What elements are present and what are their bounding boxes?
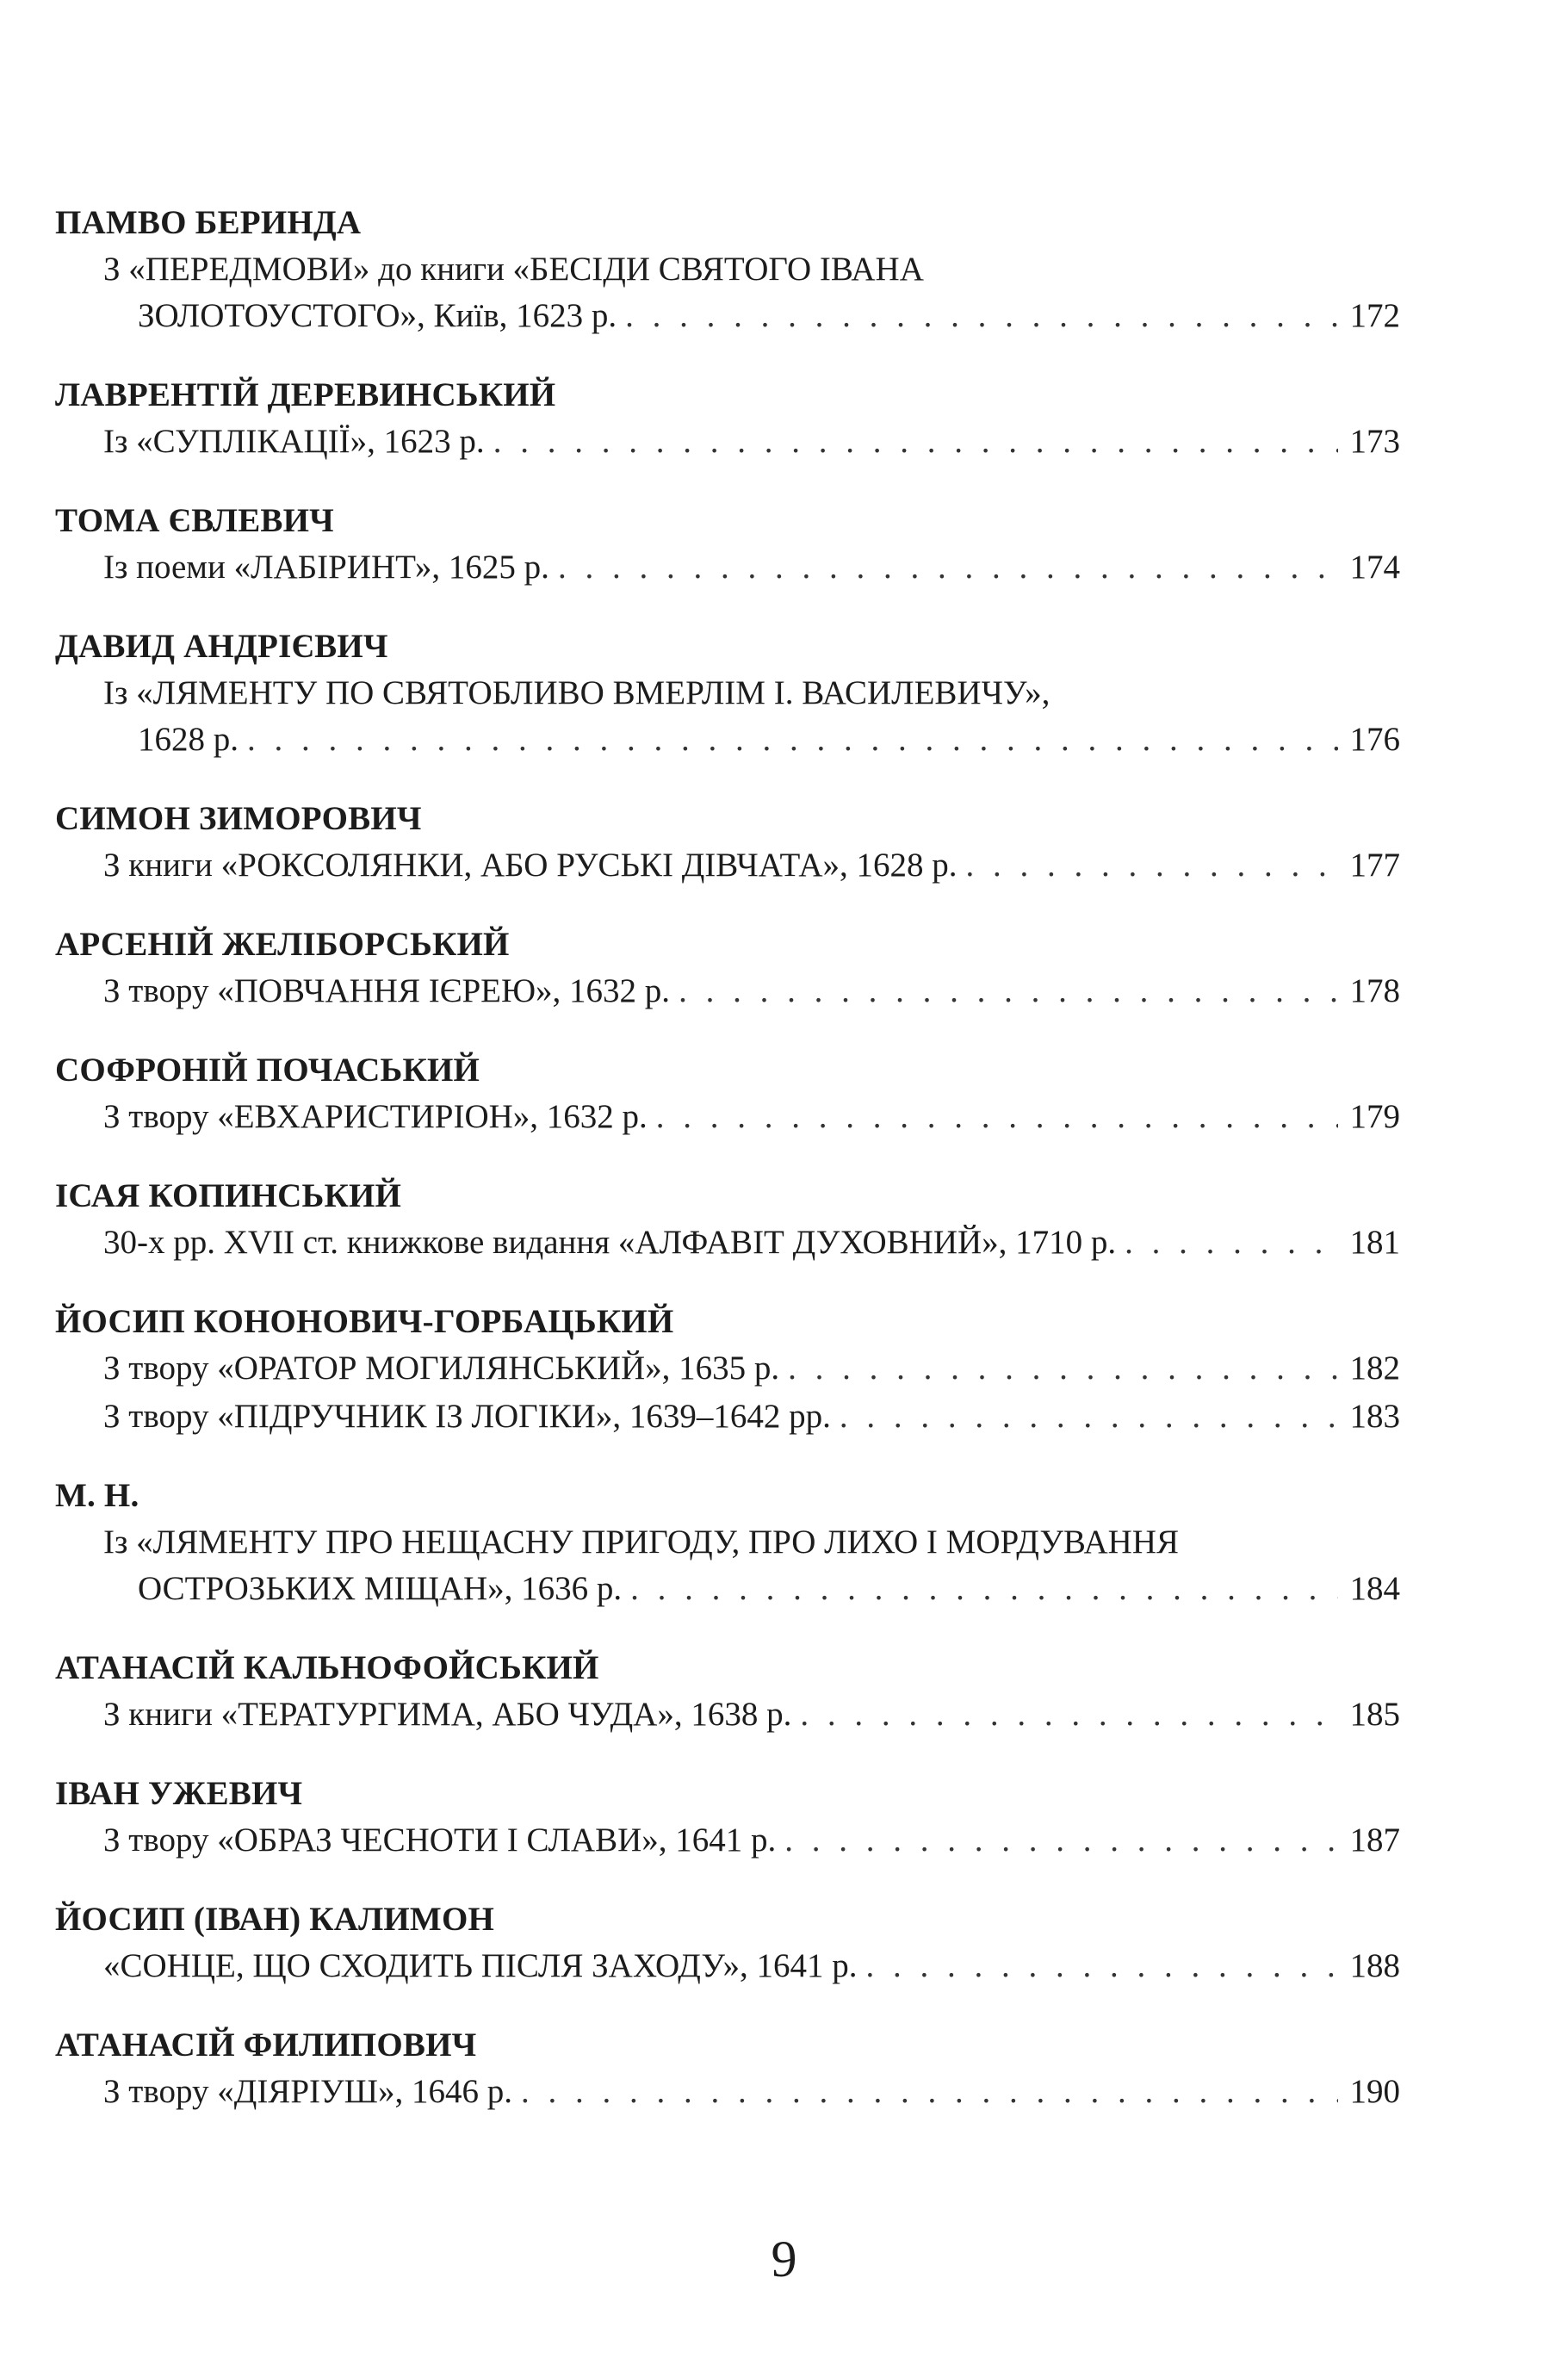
toc-entry [103,1519,1400,1612]
entry-title: 1628 р. [138,721,239,758]
toc-section [55,923,1400,1015]
entry-page-number: 172 [1349,297,1400,334]
dot-leader [630,1566,1337,1612]
toc-section [55,2024,1400,2115]
author-heading: ІВАН УЖЕВИЧ [55,1775,303,1812]
toc-section [55,1300,1400,1440]
entry-title-line: Із «ЛЯМЕНТУ ПРО НЕЩАСНУ ПРИГОДУ, ПРО ЛИХО І МОРДУВАННЯ [103,1524,1179,1561]
entry-leader-line [103,419,1400,465]
toc-section [55,1898,1400,1989]
toc-entry [103,1691,1400,1738]
dot-leader [966,842,1338,889]
author-heading: ДАВИД АНДРІЄВИЧ [55,628,388,665]
entry-title-line: Із «ЛЯМЕНТУ ПО СВЯТОБЛИВО ВМЕРЛІМ І. ВАСИЛЕВИЧУ», [103,674,1050,711]
page-number: 9 [771,2231,797,2287]
entry-title: З твору «ПІДРУЧНИК ІЗ ЛОГІКИ», 1639–1642 рр. [103,1398,831,1435]
entry-title: З твору «ОРАТОР МОГИЛЯНСЬКИЙ», 1635 р. [103,1350,780,1387]
toc-section [55,374,1400,465]
entry-page-number: 182 [1349,1350,1400,1387]
entry-leader-line [103,1691,1400,1738]
dot-leader [656,1094,1338,1140]
toc-section [55,1049,1400,1140]
entry-leader-line [103,544,1400,591]
entry-page-number: 179 [1349,1098,1400,1135]
entry-leader-line [103,1943,1400,1989]
entry-title: «СОНЦЕ, ЩО СХОДИТЬ ПІСЛЯ ЗАХОДУ», 1641 р. [103,1947,858,1984]
dot-leader [1125,1220,1337,1266]
toc-entry [103,1220,1400,1266]
entry-page-number: 178 [1349,972,1400,1009]
toc-entry [103,2069,1400,2115]
toc-entry [103,842,1400,889]
entry-page-number: 176 [1349,721,1400,758]
dot-leader [625,293,1337,339]
entry-leader-line [103,1566,1400,1612]
entry-leader-line [103,1393,1400,1440]
entry-page-number: 183 [1349,1398,1400,1435]
entry-leader-line [103,293,1400,339]
entry-title: З твору «ОБРАЗ ЧЕСНОТИ І СЛАВИ», 1641 р. [103,1822,777,1859]
entry-page-number: 188 [1349,1947,1400,1984]
dot-leader [800,1691,1337,1738]
author-heading: ТОМА ЄВЛЕВИЧ [55,502,334,539]
toc-entry [103,968,1400,1015]
author-heading: ЛАВРЕНТІЙ ДЕРЕВИНСЬКИЙ [55,376,556,413]
author-heading: АТАНАСІЙ КАЛЬНОФОЙСЬКИЙ [55,1649,599,1686]
entry-title: Із поеми «ЛАБІРИНТ», 1625 р. [103,549,549,586]
author-heading: М. Н. [55,1477,139,1514]
entry-page-number: 173 [1349,423,1400,460]
toc-section [55,1772,1400,1864]
toc-section [55,1474,1400,1612]
entry-title: 30-х рр. XVII ст. книжкове видання «АЛФАВІТ ДУХОВНИЙ», 1710 р. [103,1224,1117,1261]
author-heading: АРСЕНІЙ ЖЕЛІБОРСЬКИЙ [55,926,510,963]
entry-leader-line [103,717,1400,763]
toc-section [55,798,1400,889]
entry-leader-line [103,1817,1400,1864]
toc-section [55,202,1400,339]
toc-section [55,1175,1400,1266]
author-heading: ЙОСИП КОНОНОВИЧ-ГОРБАЦЬКИЙ [55,1303,674,1340]
entry-leader-line [103,2069,1400,2115]
dot-leader [679,968,1337,1015]
entry-leader-line [103,1220,1400,1266]
entry-title: Із «СУПЛІКАЦІЇ», 1623 р. [103,423,485,460]
dot-leader [247,717,1338,763]
entry-title: ЗОЛОТОУСТОГО», Київ, 1623 р. [138,297,617,334]
dot-leader [493,419,1338,465]
author-heading: СИМОН ЗИМОРОВИЧ [55,800,422,837]
entry-page-number: 187 [1349,1822,1400,1859]
dot-leader [840,1393,1338,1440]
author-heading: СОФРОНІЙ ПОЧАСЬКИЙ [55,1052,480,1089]
entry-title: З книги «ТЕРАТУРГИМА, АБО ЧУДА», 1638 р. [103,1696,792,1733]
toc-entry [103,1817,1400,1864]
author-heading: АТАНАСІЙ ФИЛИПОВИЧ [55,2026,477,2064]
entry-page-number: 181 [1349,1224,1400,1261]
dot-leader [788,1345,1337,1392]
toc-entry [103,670,1400,763]
entry-leader-line [103,1094,1400,1140]
entry-title: З твору «ЕВХАРИСТИРІОН», 1632 р. [103,1098,648,1135]
entry-page-number: 184 [1349,1570,1400,1607]
dot-leader [784,1817,1337,1864]
entry-page-number: 177 [1349,847,1400,884]
author-heading: ЙОСИП (ІВАН) КАЛИМОН [55,1901,495,1938]
entry-title: З твору «ПОВЧАННЯ ІЄРЕЮ», 1632 р. [103,972,671,1009]
author-heading: ПАМВО БЕРИНДА [55,204,362,241]
toc-entry [103,419,1400,465]
entry-title: ОСТРОЗЬКИХ МІЩАН», 1636 р. [138,1570,623,1607]
toc-section [55,1647,1400,1738]
table-of-contents [55,202,1400,2150]
entry-page-number: 185 [1349,1696,1400,1733]
dot-leader [521,2069,1338,2115]
toc-entry [103,544,1400,591]
toc-section [55,500,1400,591]
entry-title: З книги «РОКСОЛЯНКИ, АБО РУСЬКІ ДІВЧАТА», 1628 р. [103,847,958,884]
entry-leader-line [103,968,1400,1015]
entry-page-number: 190 [1349,2073,1400,2110]
toc-section [55,625,1400,763]
toc-entry [103,1393,1400,1440]
dot-leader [865,1943,1337,1989]
entry-leader-line [103,1345,1400,1392]
author-heading: ІСАЯ КОПИНСЬКИЙ [55,1177,402,1214]
entry-leader-line [103,842,1400,889]
toc-entry [103,1094,1400,1140]
dot-leader [558,544,1338,591]
entry-title: З твору «ДІЯРІУШ», 1646 р. [103,2073,512,2110]
toc-entry [103,1345,1400,1392]
entry-page-number: 174 [1349,549,1400,586]
toc-entry [103,246,1400,339]
entry-title-line: З «ПЕРЕДМОВИ» до книги «БЕСІДИ СВЯТОГО ІВАНА [103,251,924,288]
toc-entry [103,1943,1400,1989]
